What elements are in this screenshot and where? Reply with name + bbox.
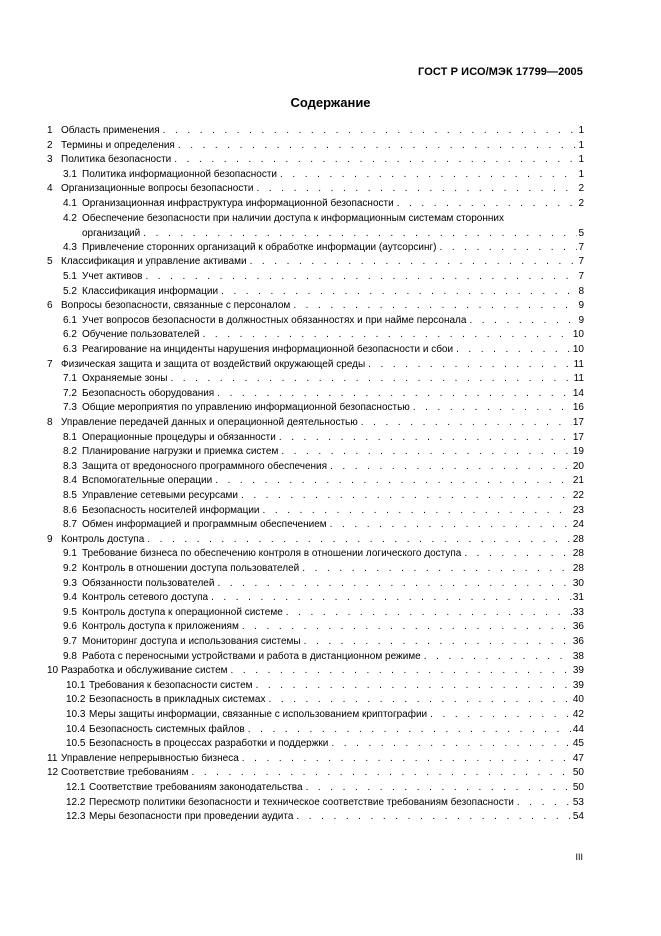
toc-entry-title: Управление сетевыми ресурсами	[82, 490, 238, 501]
toc-entry	[47, 372, 584, 386]
toc-entry-number: 10.3	[66, 709, 86, 720]
toc-entry-page: 50	[572, 767, 584, 779]
toc-entry	[47, 810, 584, 824]
toc-entry-page: 24	[572, 519, 584, 531]
toc-leader-dots	[253, 679, 572, 693]
toc-entry	[47, 664, 584, 678]
toc-entry-page: 2	[578, 183, 584, 195]
toc-entry-title: Вопросы безопасности, связанные с персоналом	[61, 300, 291, 312]
toc-entry-number: 4	[47, 183, 53, 195]
toc-entry-page: 5	[578, 227, 584, 239]
toc-entry-number: 10.2	[66, 694, 86, 706]
toc-entry-page: 53	[572, 796, 584, 808]
toc-entry	[47, 168, 584, 182]
toc-entry-number: 8.1	[63, 431, 77, 443]
toc-leader-dots	[278, 445, 572, 459]
toc-leader-dots	[327, 460, 572, 474]
toc-entry-title: Мониторинг доступа и использования системы	[82, 636, 301, 647]
toc-entry-title: Безопасность в процессах разработки и поддержки	[89, 738, 329, 750]
toc-entry-page: 28	[572, 548, 584, 560]
toc-entry-page: 20	[572, 460, 584, 472]
toc-entry-title: Организационные вопросы безопасности	[61, 183, 254, 195]
toc-entry-title: Область применения	[61, 125, 160, 136]
toc-entry-number: 3	[47, 154, 53, 166]
toc-entry-number: 6.1	[63, 314, 77, 326]
toc-entry-number: 7.3	[63, 402, 77, 414]
toc-entry-number: 9.2	[63, 563, 77, 574]
toc-entry	[47, 796, 584, 810]
toc-entry-page: 21	[572, 475, 584, 487]
toc-entry	[47, 416, 584, 430]
toc-entry-title: Термины и определения	[61, 139, 175, 151]
toc-entry-page: 10	[572, 329, 584, 341]
toc-entry	[47, 139, 584, 153]
toc-entry-number: 9.1	[63, 548, 77, 560]
toc-leader-dots	[228, 664, 572, 678]
toc-leader-dots	[276, 431, 572, 445]
toc-entry-title: Планирование нагрузки и приемка систем	[82, 446, 279, 458]
toc-entry-number: 4.1	[63, 198, 77, 209]
toc-leader-dots	[212, 474, 572, 488]
toc-entry	[47, 124, 584, 138]
toc-entry-title: Политика безопасности	[61, 154, 172, 166]
toc-entry-title: Организационная инфраструктура информационной безопасности	[82, 198, 394, 209]
toc-entry-number: 10	[47, 665, 59, 677]
toc-entry-title: Физическая защита и защита от воздействий окружающей среды	[61, 358, 366, 370]
page-title: Содержание	[290, 95, 371, 110]
toc-entry-page: 36	[572, 636, 584, 647]
toc-entry-number: 7	[47, 358, 53, 370]
toc-entry-number: 9	[47, 533, 53, 545]
toc-entry-page: 30	[572, 577, 584, 589]
toc-entry	[47, 635, 584, 649]
toc-entry	[47, 781, 584, 795]
toc-entry	[47, 591, 584, 605]
toc-entry-number: 10.4	[66, 723, 86, 735]
toc-entry	[47, 752, 584, 766]
toc-entry-number: 1	[47, 125, 53, 136]
toc-entry-number: 8.4	[63, 475, 77, 487]
toc-entry-title-continued: организаций	[82, 227, 141, 239]
toc-entry	[47, 766, 584, 780]
toc-entry	[47, 533, 584, 547]
toc-entry-title: Разработка и обслуживание систем	[61, 665, 228, 677]
toc-entry-title: Охраняемые зоны	[82, 373, 168, 385]
toc-entry	[47, 650, 584, 664]
toc-entry	[47, 518, 584, 532]
toc-entry-number: 8.3	[63, 460, 77, 472]
toc-entry-title: Политика информационной безопасности	[82, 168, 278, 180]
toc-entry-title: Требования к безопасности систем	[89, 679, 253, 691]
toc-leader-dots	[160, 124, 578, 138]
toc-entry-page: 14	[572, 387, 584, 399]
toc-entry-title: Требование бизнеса по обеспечению контроля в отношении логического доступа	[82, 548, 462, 560]
toc-entry-title: Пересмотр политики безопасности и техническое соответствие требованиям безопасности	[89, 796, 514, 808]
toc-entry-number: 9.4	[63, 592, 77, 604]
toc-entry-number: 8.2	[63, 446, 77, 458]
toc-leader-dots	[208, 591, 572, 605]
toc-entry-number: 12	[47, 767, 59, 779]
toc-entry	[47, 314, 584, 328]
toc-entry-page: 36	[572, 621, 584, 633]
toc-entry	[47, 679, 584, 693]
toc-entry-page: 16	[572, 402, 584, 414]
toc-entry-number: 6	[47, 300, 53, 312]
toc-leader-dots	[175, 139, 578, 153]
toc-leader-dots	[238, 489, 572, 503]
toc-leader-dots	[328, 737, 571, 751]
toc-entry	[47, 504, 584, 518]
toc-entry-page: 11	[573, 373, 584, 385]
toc-entry-number: 9.7	[63, 636, 77, 647]
toc-entry-number: 4.2	[63, 212, 77, 224]
toc-entry-page: 10	[572, 344, 584, 355]
toc-leader-dots	[290, 299, 577, 313]
toc-entry	[47, 460, 584, 474]
toc-leader-dots	[303, 781, 572, 795]
toc-entry-number: 8.6	[63, 504, 77, 516]
toc-entry	[47, 693, 584, 707]
toc-entry-number: 9.5	[63, 606, 77, 618]
toc-leader-dots	[421, 650, 572, 664]
toc-entry-title: Общие мероприятия по управлению информационной безопасностью	[82, 402, 410, 414]
toc-entry	[47, 562, 584, 576]
toc-leader-dots	[453, 343, 572, 357]
toc-entry-number: 3.1	[63, 168, 77, 180]
toc-entry-number: 6.3	[63, 344, 77, 355]
toc-entry-page: 42	[572, 709, 584, 720]
toc-entry-title: Привлечение сторонних организаций к обработке информации (аутсорсинг)	[82, 241, 437, 253]
toc-entry	[47, 299, 584, 313]
toc-entry-number: 5.2	[63, 285, 77, 297]
toc-entry-number: 7.2	[63, 387, 77, 399]
toc-entry-number: 9.8	[63, 650, 77, 662]
toc-entry-title: Контроль доступа	[61, 533, 145, 545]
toc-entry-number: 12.2	[66, 796, 86, 808]
toc-entry-page: 47	[572, 752, 584, 764]
toc-entry-title: Классификация информации	[82, 285, 219, 297]
toc-leader-dots	[214, 577, 571, 591]
toc-leader-dots	[394, 197, 578, 211]
toc-entry	[47, 708, 584, 722]
toc-entry-title: Обмен информацией и программным обеспечением	[82, 519, 327, 531]
page-number: III	[575, 852, 583, 862]
toc-entry-page: 1	[578, 139, 584, 151]
toc-entry	[47, 445, 584, 459]
toc-entry-page: 17	[572, 431, 584, 443]
toc-leader-dots	[365, 358, 572, 372]
toc-entry-page: 8	[578, 285, 584, 297]
toc-leader-dots	[301, 635, 572, 649]
toc-entry-title: Безопасность оборудования	[82, 387, 215, 399]
toc-entry-title: Защита от вредоносного программного обеспечения	[82, 460, 328, 472]
toc-entry-page: 1	[578, 125, 584, 136]
toc-leader-dots	[239, 752, 572, 766]
toc-leader-dots	[410, 401, 572, 415]
toc-entry	[47, 474, 584, 488]
toc-entry-title: Контроль доступа к приложениям	[82, 621, 239, 633]
toc-entry	[47, 358, 584, 372]
toc-entry	[47, 577, 584, 591]
toc-entry	[47, 153, 584, 167]
toc-leader-dots	[327, 518, 572, 532]
toc-entry	[47, 620, 584, 634]
toc-entry-page: 22	[572, 490, 584, 501]
toc-leader-dots	[299, 562, 572, 576]
toc-entry-page: 31	[572, 592, 584, 604]
toc-entry-page: 39	[572, 679, 584, 691]
toc-leader-dots	[254, 182, 578, 196]
toc-entry	[47, 547, 584, 561]
toc-entry	[47, 401, 584, 415]
toc-entry	[47, 343, 584, 357]
toc-leader-dots	[461, 547, 572, 561]
toc-entry	[47, 182, 584, 196]
toc-entry-page: 1	[578, 154, 584, 166]
toc-leader-dots	[140, 227, 577, 241]
toc-leader-dots	[247, 255, 578, 269]
toc-entry-number: 7.1	[63, 373, 77, 385]
toc-entry	[47, 328, 584, 342]
toc-entry-title: Обязанности пользователей	[82, 577, 215, 589]
toc-entry-title: Соответствие требованиям	[61, 767, 189, 779]
standard-designation: ГОСТ Р ИСО/МЭК 17799—2005	[418, 66, 583, 78]
toc-entry-page: 40	[572, 694, 584, 706]
toc-entry-title: Реагирование на инциденты нарушения информационной безопасности и сбои	[82, 344, 454, 355]
toc-entry-page: 23	[572, 504, 584, 516]
toc-entry-title: Меры безопасности при проведении аудита	[89, 811, 294, 823]
toc-entry-number: 11	[47, 752, 58, 764]
toc-leader-dots	[293, 810, 571, 824]
toc-entry	[47, 197, 584, 211]
toc-entry	[47, 737, 584, 751]
toc-entry	[47, 431, 584, 445]
toc-entry-page: 7	[578, 256, 584, 268]
toc-entry-title: Классификация и управление активами	[61, 256, 247, 268]
toc-leader-dots	[265, 693, 571, 707]
toc-leader-dots	[188, 766, 571, 780]
toc-entry-number: 8.5	[63, 490, 77, 501]
toc-entry-page: 2	[578, 198, 584, 209]
toc-entry-number: 12.3	[66, 811, 86, 823]
toc-leader-dots	[167, 372, 572, 386]
toc-entry-page: 9	[578, 300, 584, 312]
toc-entry-page: 45	[572, 738, 584, 750]
toc-leader-dots	[142, 270, 577, 284]
toc-entry	[47, 606, 584, 620]
toc-entry-number: 10.5	[66, 738, 86, 750]
toc-entry	[47, 212, 584, 242]
toc-entry-number: 5	[47, 256, 53, 268]
toc-entry-title: Работа с переносными устройствами и работа в дистанционном режиме	[82, 650, 421, 662]
toc-entry-title: Учет вопросов безопасности в должностных обязанностях и при найме персонала	[82, 314, 467, 326]
toc-entry	[47, 241, 584, 255]
toc-entry-number: 5.1	[63, 271, 77, 282]
toc-entry-title: Безопасность носителей информации	[82, 504, 260, 516]
toc-entry-page: 11	[573, 358, 584, 370]
toc-leader-dots	[283, 606, 572, 620]
toc-entry-title: Соответствие требованиям законодательства	[89, 782, 303, 793]
toc-entry-page: 33	[572, 606, 584, 618]
toc-entry-page: 7	[578, 241, 584, 253]
toc-entry-title: Управление непрерывностью бизнеса	[61, 752, 239, 764]
toc-entry-number: 8.7	[63, 519, 77, 531]
toc-leader-dots	[260, 504, 572, 518]
toc-entry-number: 6.2	[63, 329, 77, 341]
toc-entry-page: 44	[572, 723, 584, 735]
toc-entry-title: Обучение пользователей	[82, 329, 200, 341]
toc-entry	[47, 489, 584, 503]
toc-entry-number: 2	[47, 139, 53, 151]
toc-entry	[47, 255, 584, 269]
toc-entry-page: 50	[572, 782, 584, 793]
toc-entry-number: 9.3	[63, 577, 77, 589]
toc-leader-dots	[171, 153, 577, 167]
toc-entry-title: Учет активов	[82, 271, 143, 282]
toc-entry-title: Контроль доступа к операционной системе	[82, 606, 283, 618]
toc-entry-number: 12.1	[66, 782, 86, 793]
toc-entry-number: 4.3	[63, 241, 77, 253]
toc-entry-page: 28	[572, 563, 584, 574]
toc-entry	[47, 285, 584, 299]
toc-leader-dots	[277, 168, 577, 182]
toc-entry-title: Управление передачей данных и операционной деятельностью	[61, 417, 358, 428]
toc-leader-dots	[239, 620, 572, 634]
toc-leader-dots	[437, 241, 578, 255]
toc-entry-title: Контроль сетевого доступа	[82, 592, 209, 604]
toc-leader-dots	[427, 708, 572, 722]
toc-entry-number: 8	[47, 417, 53, 428]
toc-leader-dots	[144, 533, 572, 547]
toc-entry-title: Безопасность системных файлов	[89, 723, 245, 735]
toc-entry-page: 1	[578, 168, 584, 180]
toc-entry	[47, 270, 584, 284]
toc-entry	[47, 723, 584, 737]
toc-leader-dots	[466, 314, 577, 328]
toc-entry	[47, 387, 584, 401]
toc-entry-title: Меры защиты информации, связанные с использованием криптографии	[89, 709, 428, 720]
toc-leader-dots	[218, 285, 577, 299]
toc-entry-page: 38	[572, 650, 584, 662]
toc-leader-dots	[245, 723, 572, 737]
toc-entry-number: 9.6	[63, 621, 77, 633]
toc-entry-page: 54	[572, 811, 584, 823]
toc-entry-title: Вспомогательные операции	[82, 475, 213, 487]
toc-entry-title: Операционные процедуры и обязанности	[82, 431, 276, 443]
toc-entry-page: 9	[578, 314, 584, 326]
toc-entry-page: 28	[572, 533, 584, 545]
toc-entry-number: 10.1	[66, 679, 86, 691]
toc-leader-dots	[214, 387, 572, 401]
toc-entry-page: 7	[578, 271, 584, 282]
toc-entry-title: Контроль в отношении доступа пользователей	[82, 563, 300, 574]
toc-leader-dots	[200, 328, 572, 342]
toc-entry-page: 39	[572, 665, 584, 677]
toc-leader-dots	[358, 416, 572, 430]
toc-entry-title: Обеспечение безопасности при наличии доступа к информационным системам сторонних	[82, 212, 504, 224]
toc-entry-page: 17	[572, 417, 584, 428]
toc-leader-dots	[514, 796, 572, 810]
toc-entry-page: 19	[572, 446, 584, 458]
toc-entry-title: Безопасность в прикладных системах	[89, 694, 266, 706]
